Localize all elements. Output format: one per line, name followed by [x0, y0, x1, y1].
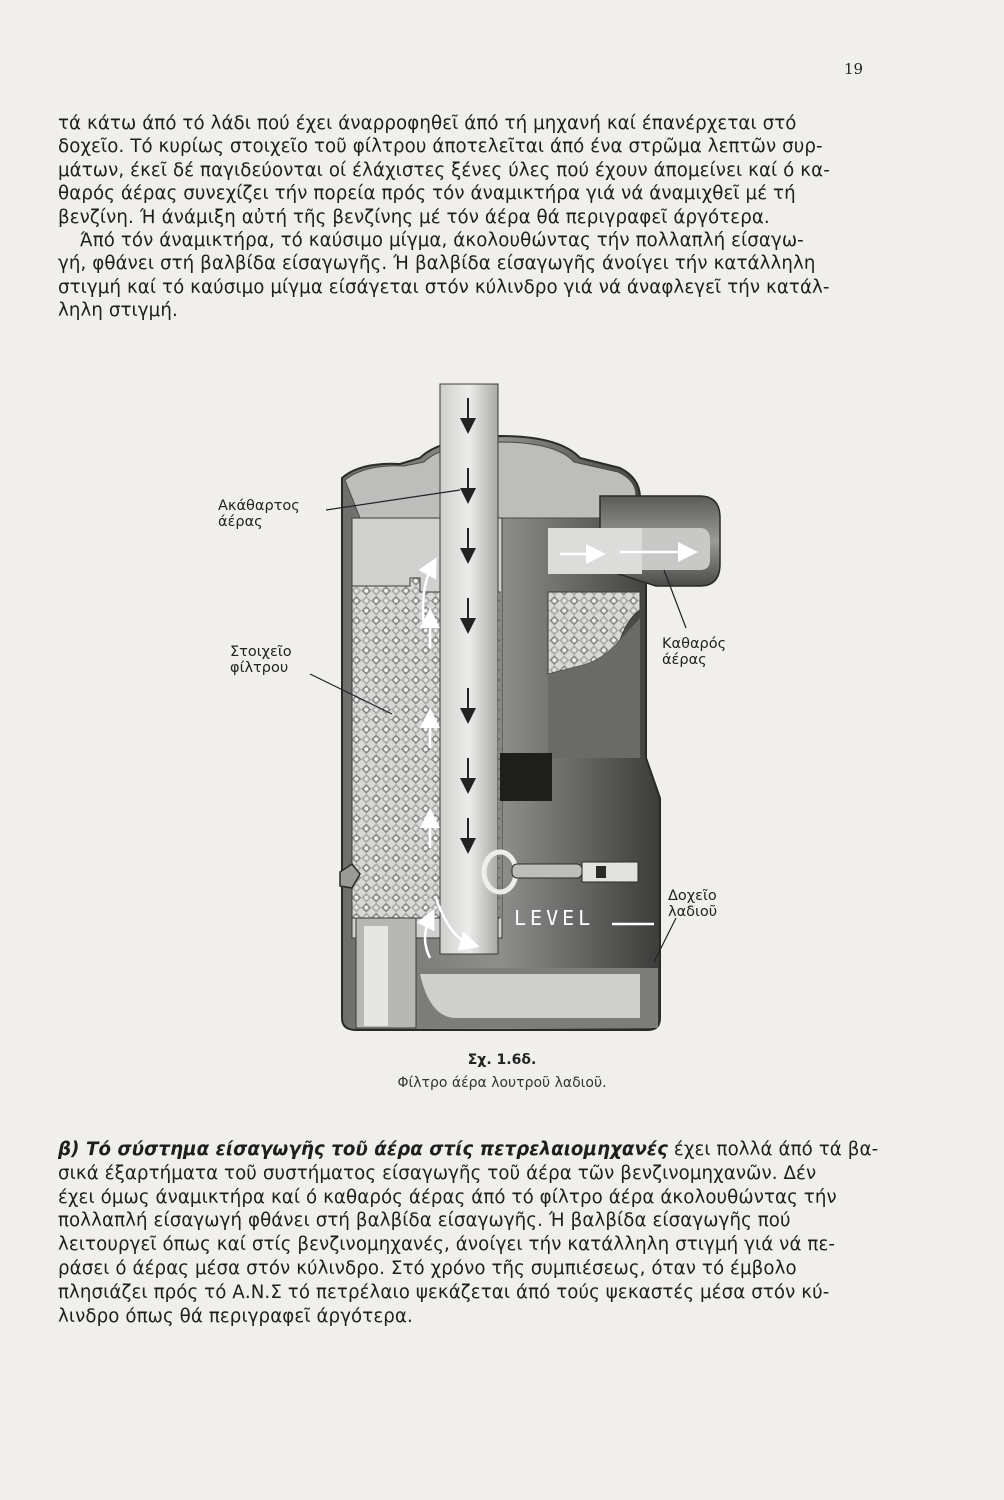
text-line [58, 1138, 888, 1162]
paragraph-diesel-intake [58, 1138, 888, 1328]
oil-bath-air-filter-figure [0, 378, 1004, 1098]
text-line: Άπό τόν άναμικτήρα, τό καύσιμο μίγμα, άκολουθώντας τήν πολλαπλή είσαγω- [80, 230, 804, 252]
text-line: μάτων, έκεῖ δέ παγιδεύονται οί έλάχιστες ξένες ύλες πού έχουν άπομείνει καί ό κα- [58, 159, 830, 181]
label-filter-element [230, 644, 292, 676]
label-line: φίλτρου [230, 660, 289, 676]
text-line: έχει όμως άναμικτήρα καί ό καθαρός άέρας άπό τό φίλτρο άέρα άκολουθώντας τήν [58, 1186, 837, 1208]
section-heading: β) Τό σύστημα είσαγωγῆς τοῦ άέρα στίς πετρελαιομηχανές [58, 1139, 669, 1160]
label-line: Καθαρός [662, 636, 727, 652]
text-line: στιγμή καί τό καύσιμο μίγμα είσάγεται στόν κύλινδρο γιά νά άναφλεγεῖ τήν κατάλ- [58, 276, 830, 298]
text-line: σικά έξαρτήματα τοῦ συστήματος είσαγωγῆς τοῦ άέρα τῶν βενζινομηχανῶν. Δέν [58, 1162, 817, 1184]
label-line: Στοιχεῖο [230, 644, 292, 660]
text-line: λειτουργεῖ όπως καί στίς βενζινομηχανές, άνοίγει τήν κατάλληλη στιγμή γιά νά πε- [58, 1234, 836, 1256]
level-marking: LEVEL [514, 906, 595, 930]
text-line: τά κάτω άπό τό λάδι πού έχει άναρροφηθεῖ άπό τή μηχανή καί έπανέρχεται στό [58, 113, 797, 134]
text-line: ράσει ό άέρας μέσα στόν κύλινδρο. Στό χρόνο τῆς συμπιέσεως, όταν τό έμβολο [58, 1257, 797, 1279]
paragraph-air-filter [58, 112, 888, 323]
text-line: λινδρο όπως θά περιγραφεῖ άργότερα. [58, 1305, 413, 1327]
air-filter-illustration [0, 378, 1004, 1098]
heading-line-rest: έχει πολλά άπό τά βα- [668, 1139, 879, 1160]
label-line: Ακάθαρτος [218, 498, 300, 514]
label-line: Δοχεῖο [668, 888, 717, 904]
text-line: πολλαπλή είσαγωγή φθάνει στή βαλβίδα είσαγωγῆς. Ή βαλβίδα είσαγωγῆς πού [58, 1210, 791, 1232]
text-line: βενζίνη. Ή άνάμιξη αὐτή τῆς βενζίνης μέ τόν άέρα θά περιγραφεῖ άργότερα. [58, 206, 770, 228]
text-line: πλησιάζει πρός τό Α.Ν.Σ τό πετρέλαιο ψεκάζεται άπό τούς ψεκαστές μέσα στόν κύ- [58, 1281, 830, 1303]
text-line: ληλη στιγμή. [58, 300, 178, 322]
label-dirty-air [218, 498, 300, 530]
label-line: άέρας [218, 514, 263, 530]
text-line: δοχεῖο. Τό κυρίως στοιχεῖο τοῦ φίλτρου άποτελεῖται άπό ένα στρῶμα λεπτῶν συρ- [58, 136, 823, 158]
label-line: άέρας [662, 652, 707, 668]
label-clean-air [662, 636, 726, 668]
label-oil-tank [668, 888, 717, 920]
text-line: θαρός άέρας συνεχίζει τήν πορεία πρός τόν άναμικτήρα γιά νά άναμιχθεῖ μέ τή [58, 183, 796, 205]
figure-caption: Φίλτρο άέρα λουτροῦ λαδιοῦ. [397, 1075, 607, 1091]
text-line: γή, φθάνει στή βαλβίδα είσαγωγῆς. Ή βαλβίδα είσαγωγῆς άνοίγει τήν κατάλληλη [58, 253, 816, 275]
label-line: λαδιοῦ [668, 904, 718, 920]
figure-number: Σχ. 1.6δ. [467, 1052, 537, 1068]
page-number: 19 [844, 60, 864, 78]
